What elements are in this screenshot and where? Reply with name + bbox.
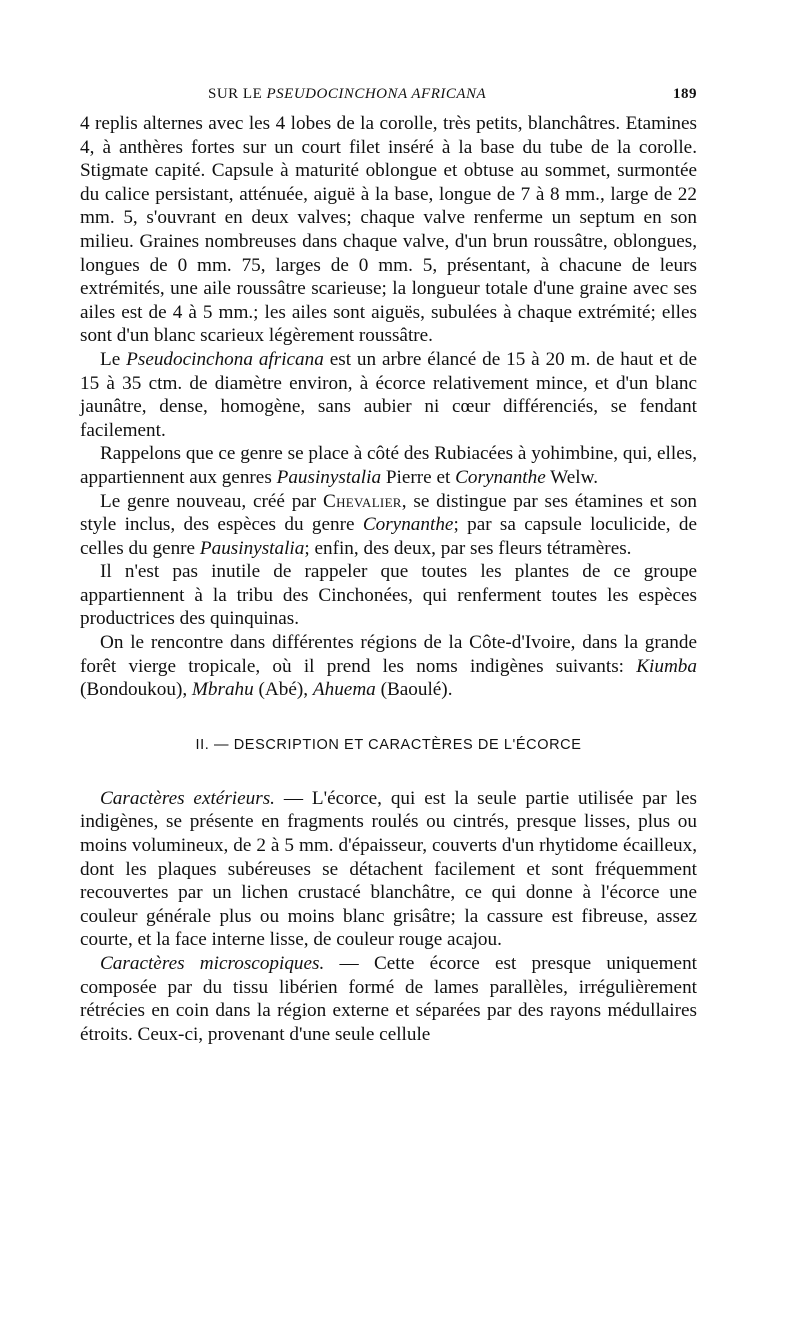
text-run: , se distingue par ses étamines et son style inclus, des espèces du genre	[80, 490, 697, 536]
genus-name: Corynanthe	[362, 514, 454, 536]
paragraph-microscopic-characters	[80, 952, 697, 1046]
text-run: Pierre et	[381, 466, 456, 488]
paragraph-genus-placement	[80, 442, 697, 489]
running-title-genus: PSEUDOCINCHONA AFRICANA	[266, 86, 487, 102]
running-head	[80, 86, 697, 112]
vernacular-name: Ahuema	[312, 679, 376, 701]
text-run: Rappelons que ce genre se place à côté des Rubiacées à yohimbine, qui, elles, appartiennent aux genres	[80, 443, 697, 488]
paragraph-new-genus	[80, 490, 697, 561]
vernacular-name: Mbrahu	[191, 679, 254, 701]
vernacular-name: Kiumba	[636, 655, 697, 677]
genus-name: Corynanthe	[455, 466, 546, 488]
text-run: est un arbre élancé de 15 à 20 m. de haut et de 15 à 35 ctm. de diamètre environ, à écorce relativement mince, et d'un blanc jaunâtre, dense, homogène, sans aubier ni cœur différenciés, se fendant facilement.	[80, 348, 697, 441]
text-run: Le	[100, 348, 127, 370]
main-text	[80, 112, 697, 702]
genus-name: Pausinystalia	[199, 537, 305, 559]
book-page	[80, 86, 697, 1046]
text-run: (Baoulé).	[375, 679, 453, 701]
text-run: — Cette écorce est presque uniquement composée par du tissu libérien formé de lames parallèles, irrégulièrement rétrécies en coin dans la région externe et séparées par des rayons médullaires étroits. Ceux-ci, provenant d'une seule cellule	[80, 953, 697, 1045]
text-run: ; par sa capsule loculicide, de celles du genre	[80, 514, 697, 559]
paragraph-external-characters	[80, 787, 697, 952]
species-name: Pseudocinchona africana	[126, 348, 324, 370]
text-run: (Abé),	[253, 679, 313, 701]
subsection-title: Caractères microscopiques.	[100, 953, 325, 974]
text-run: On le rencontre dans différentes régions de la Côte-d'Ivoire, dans la grande forêt vierge tropicale, où il prend les noms indigènes suivants:	[80, 632, 697, 677]
paragraph-description-continued: 4 replis alternes avec les 4 lobes de la corolle, très petits, blanchâtres. Etamines 4, à anthères fortes sur un court filet inséré à la base du tube de la corolle. Stigmate capité. Capsule à maturité oblongue et obtuse au sommet, surmontée du calice persistant, atténuée, aiguë à la base, longue de 7 à 8 mm., large de 22 mm. 5, s'ouvrant en deux valves; chaque valve renferme un septum en son milieu. Graines nombreuses dans chaque valve, d'un brun roussâtre, oblongues, longues de 0 mm. 75, larges de 0 mm. 5, présentant, à chacune de leurs extrémités, une aile roussâtre scarieuse; la longueur totale d'une graine avec ses ailes est de 4 à 5 mm.; les ailes sont aiguës, subulées à chaque extrémité; elles sont d'un blanc scarieux légèrement roussâtre.	[80, 113, 697, 347]
text-run: — L'écorce, qui est la seule partie utilisée par les indigènes, se présente en fragments roulés ou cintrés, presque lisses, plus ou moins volumineux, de 2 à 5 mm. d'épaisseur, couverts d'un rhytidome écailleux, dont les plaques subéreuses se détachent facilement et sont fréquemment recouvertes par un lichen crustacé blanchâtre, ce qui donne à l'écorce une couleur générale plus ou moins blanc grisâtre; la cassure est fibreuse, assez courte, et la face interne lisse, de couleur rouge acajou.	[80, 787, 697, 951]
text-run: Le genre nouveau, créé par	[100, 490, 323, 512]
paragraph-tree-description	[80, 348, 697, 442]
author-name: Chevalier	[322, 490, 402, 512]
subsection-title: Caractères extérieurs.	[100, 787, 275, 809]
paragraph-distribution	[80, 631, 697, 702]
text-run: Welw.	[545, 466, 599, 488]
genus-name: Pausinystalia	[276, 466, 382, 488]
running-title-prefix: SUR LE	[208, 86, 267, 102]
text-run: (Bondoukou),	[80, 679, 192, 701]
page-number: 189	[673, 86, 697, 102]
section-heading: II. — DESCRIPTION ET CARACTÈRES DE L'ÉCORCE	[195, 736, 582, 753]
running-title	[208, 86, 486, 103]
text-run: ; enfin, des deux, par ses fleurs tétramères.	[304, 537, 632, 559]
section-text	[80, 787, 697, 1047]
paragraph-cinchoneae-tribe: Il n'est pas inutile de rappeler que toutes les plantes de ce groupe appartiennent à la tribu des Cinchonées, qui renferment toutes les espèces productrices des quinquinas.	[80, 561, 697, 630]
